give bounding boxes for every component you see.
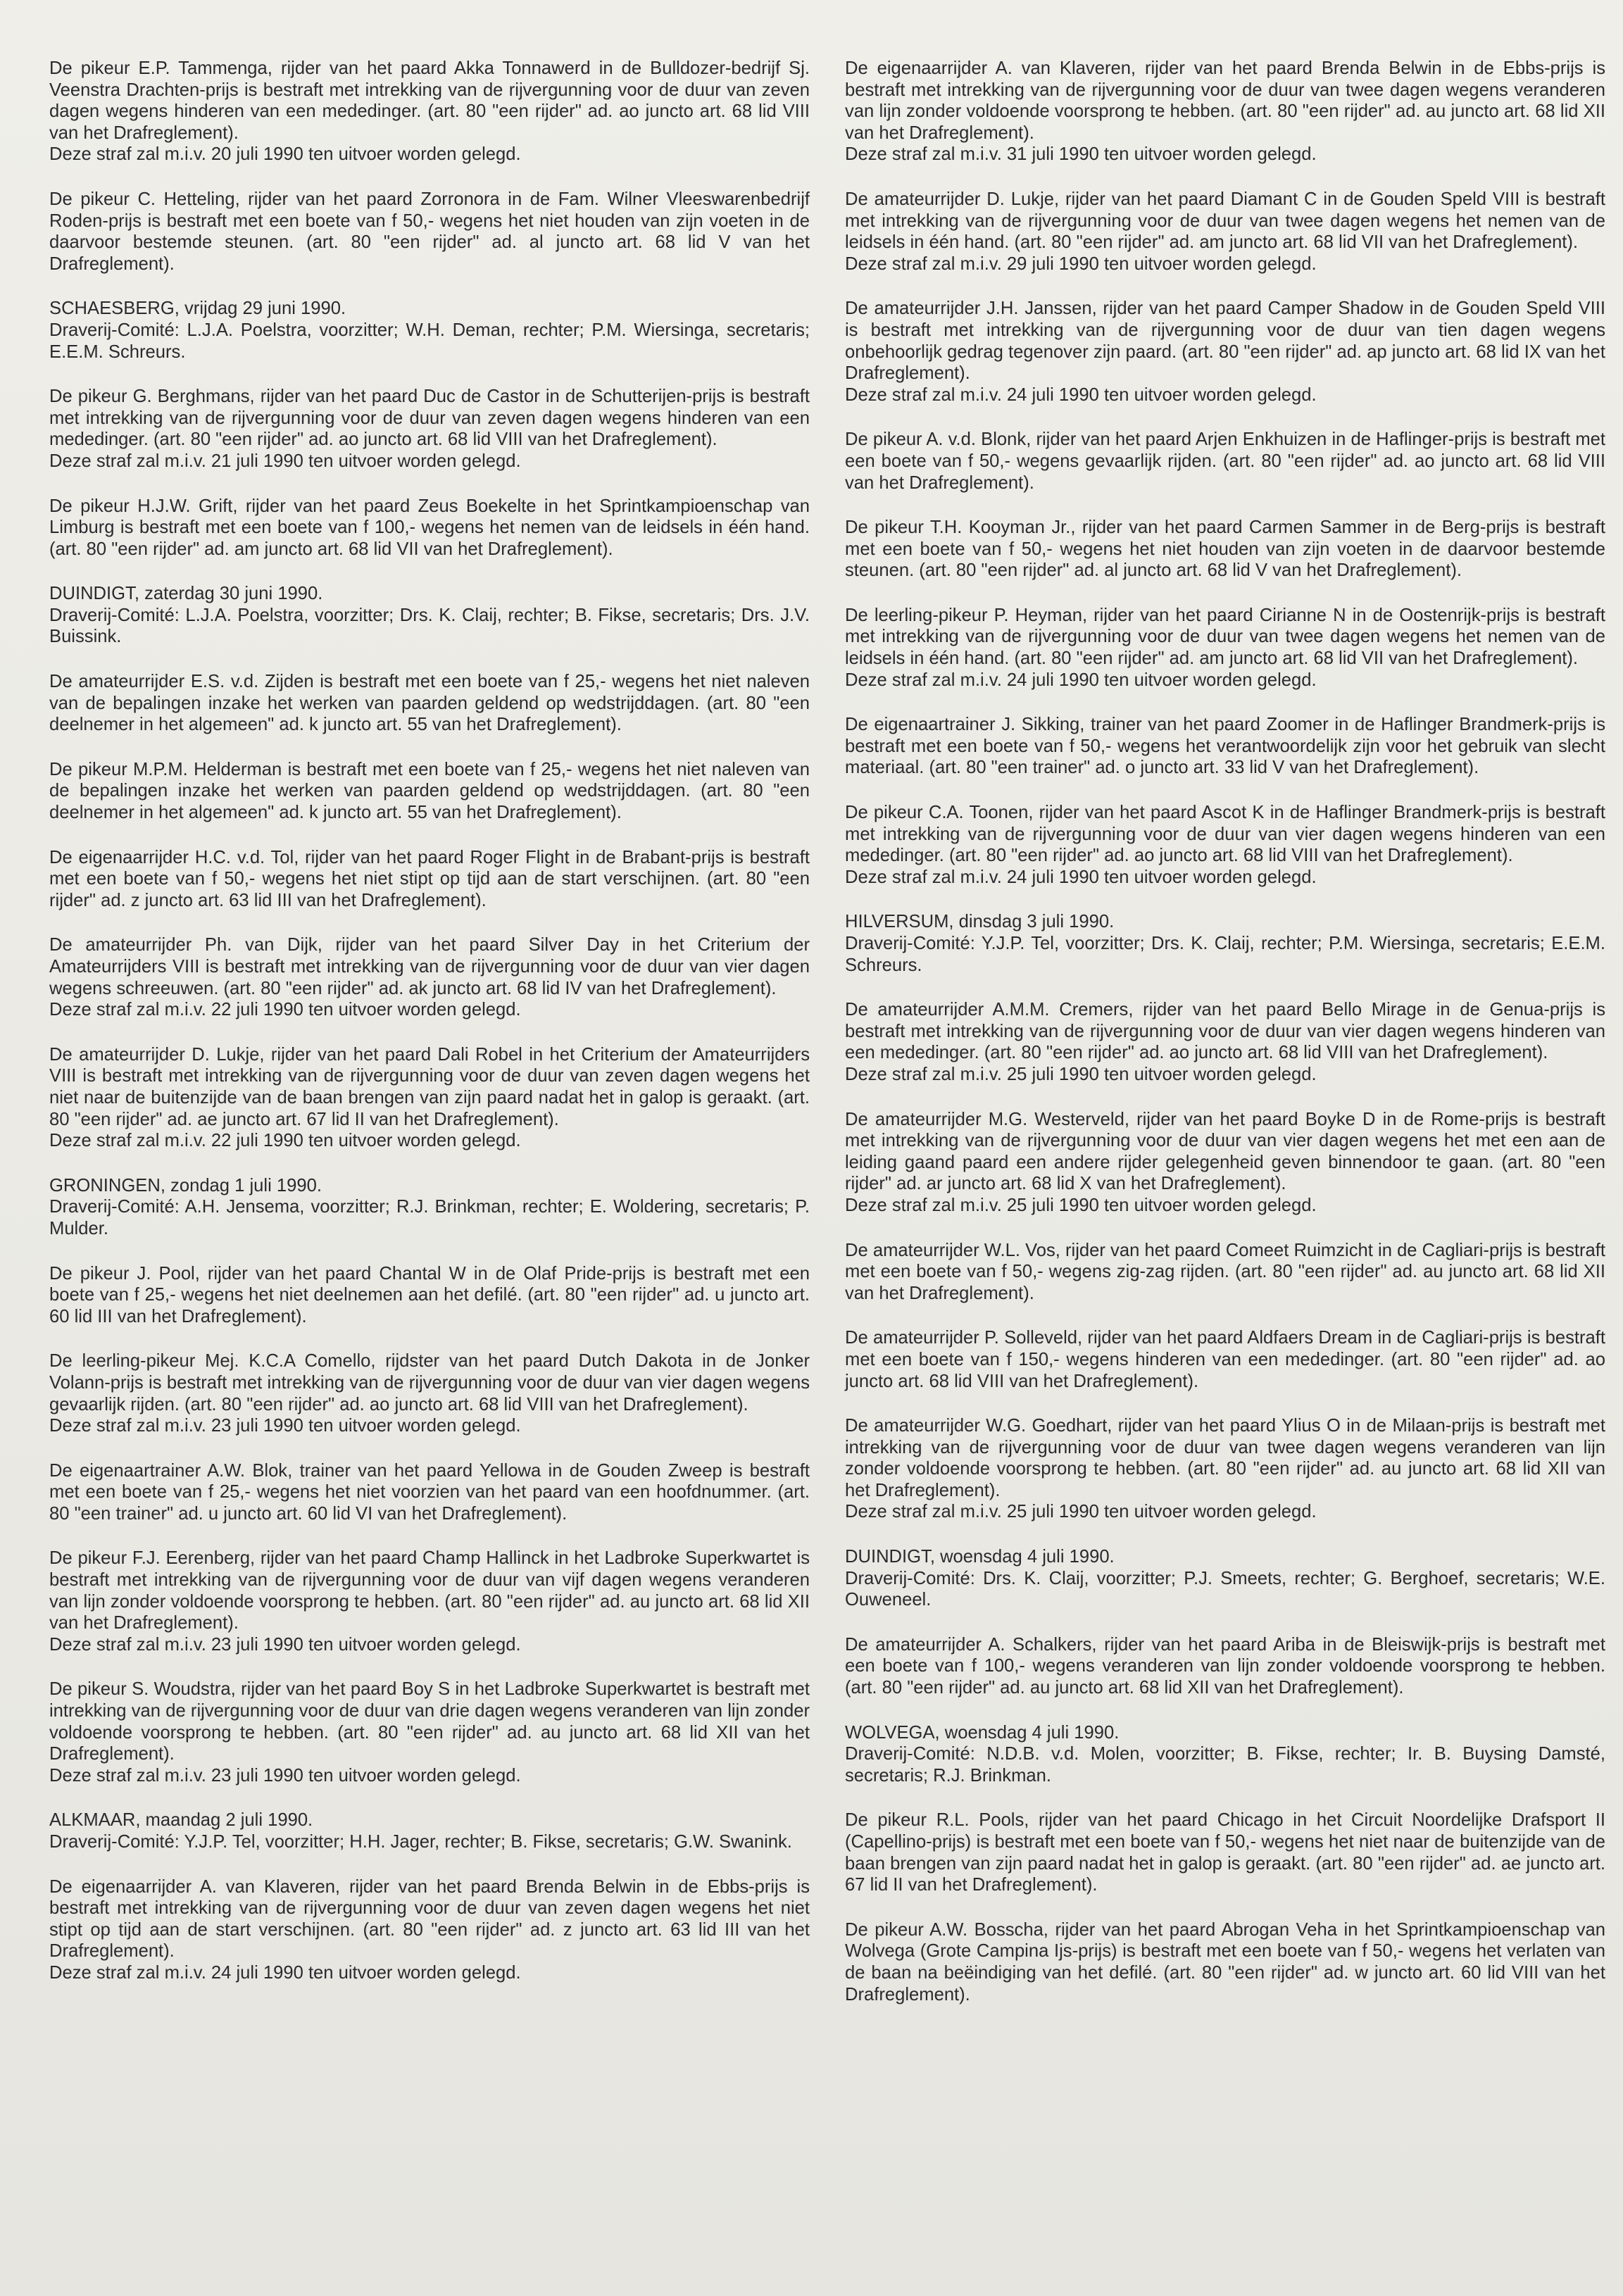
notice-paragraph: De pikeur H.J.W. Grift, rijder van het paard Zeus Boekelte in het Sprintkampioenschap van Limburg is bestraft met een boete van f 100,- wegens het nemen van de leidsels in één hand. (art. 80 "een rijder" ad. am juncto art. 68 lid VII van het Drafreglement). [49, 496, 810, 559]
notice-paragraph: SCHAESBERG, vrijdag 29 juni 1990. [49, 299, 346, 319]
notice-paragraph: De pikeur C.A. Toonen, rijder van het paard Ascot K in de Haflinger Brandmerk-prijs is bestraft met intrekking van de rijvergunning voor de duur van vier dagen wegens hinderen van een mededinger. (art. 80 "een rijder" ad. ao juncto art. 68 lid VIII van het Drafreglement). [845, 803, 1605, 866]
notice-paragraph: Draverij-Comité: L.J.A. Poelstra, voorzitter; Drs. K. Claij, rechter; B. Fikse, secretaris; Drs. J.V. Buissink. [49, 605, 810, 647]
notice-block [845, 517, 1605, 582]
notice-paragraph: De pikeur R.L. Pools, rijder van het paard Chicago in het Circuit Noordelijke Drafsport II (Capellino-prijs) is bestraft met een boete van f 50,- wegens het niet naar de buitenzijde van de baan brengen van zijn paard nadat het in galop is geraakt. (art. 80 "een rijder" ad. ae juncto art. 67 lid II van het Drafreglement). [845, 1810, 1605, 1895]
notice-block [49, 1809, 810, 1852]
notice-paragraph: De amateurrijder P. Solleveld, rijder van het paard Aldfaers Dream in de Cagliari-prijs is bestraft met een boete van f 150,- wegens hinderen van een mededinger. (art. 80 "een rijder" ad. ao juncto art. 68 lid VIII van het Drafreglement). [845, 1328, 1605, 1391]
notice-paragraph: De amateurrijder W.L. Vos, rijder van het paard Comeet Ruimzicht in de Cagliari-prijs is bestraft met een boete van f 50,- wegens zig-zag rijden. (art. 80 "een rijder" ad. au juncto art. 68 lid XII van het Drafreglement). [845, 1240, 1605, 1303]
notice-paragraph: Deze straf zal m.i.v. 25 juli 1990 ten uitvoer worden gelegd. [845, 1195, 1317, 1215]
notice-paragraph: Deze straf zal m.i.v. 25 juli 1990 ten uitvoer worden gelegd. [845, 1064, 1317, 1084]
notice-block [49, 189, 810, 275]
notice-paragraph: De amateurrijder J.H. Janssen, rijder van het paard Camper Shadow in de Gouden Speld VIII is bestraft met intrekking van de rijvergunning voor de duur van tien dagen wegens onbehoorlijk gedrag tegenover zijn paard. (art. 80 "een rijder" ad. ap juncto art. 68 lid IX van het Drafreglement). [845, 299, 1605, 384]
notice-paragraph: De pikeur G. Berghmans, rijder van het paard Duc de Castor in de Schutterijen-prijs is bestraft met intrekking van de rijvergunning voor de duur van zeven dagen wegens hinderen van een mededinger. (art. 80 "een rijder" ad. ao juncto art. 68 lid VIII van het Drafreglement). [49, 387, 810, 450]
notice-block [49, 1175, 810, 1240]
notice-paragraph: De amateurrijder M.G. Westerveld, rijder van het paard Boyke D in de Rome-prijs is bestraft met intrekking van de rijvergunning voor de duur van vier dagen wegens het met een aan de leiding gaand paard een andere rijder gelegenheid geven binnendoor te gaan. (art. 80 "een rijder" ad. ar juncto art. 68 lid X van het Drafreglement). [845, 1109, 1605, 1194]
notice-paragraph: Deze straf zal m.i.v. 24 juli 1990 ten uitvoer worden gelegd. [845, 867, 1317, 887]
notice-paragraph: Draverij-Comité: Drs. K. Claij, voorzitter; P.J. Smeets, rechter; G. Berghoef, secretaris; W.E. Ouweneel. [845, 1568, 1605, 1610]
notice-paragraph: Deze straf zal m.i.v. 23 juli 1990 ten uitvoer worden gelegd. [49, 1634, 521, 1655]
notice-paragraph: De pikeur S. Woudstra, rijder van het paard Boy S in het Ladbroke Superkwartet is bestraft met intrekking van de rijvergunning voor de duur van drie dagen wegens veranderen van lijn zonder voldoende voorsprong te hebben. (art. 80 "een rijder" ad. au juncto art. 68 lid XII van het Drafreglement). [49, 1679, 810, 1764]
notice-block [845, 1809, 1605, 1895]
notice-paragraph: WOLVEGA, woensdag 4 juli 1990. [845, 1722, 1120, 1743]
notice-paragraph: DUINDIGT, woensdag 4 juli 1990. [845, 1547, 1115, 1567]
notice-paragraph: De pikeur F.J. Eerenberg, rijder van het paard Champ Hallinck in het Ladbroke Superkwartet is bestraft met intrekking van de rijvergunning voor de duur van vijf dagen wegens veranderen van lijn zonder voldoende voorsprong te hebben. (art. 80 "een rijder" ad. au juncto art. 68 lid XII van het Drafreglement). [49, 1548, 810, 1633]
notice-paragraph: De pikeur J. Pool, rijder van het paard Chantal W in de Olaf Pride-prijs is bestraft met een boete van f 25,- wegens het niet deelnemen aan het defilé. (art. 80 "een rijder" ad. u juncto art. 60 lid III van het Drafreglement). [49, 1263, 810, 1326]
notice-block [49, 1460, 810, 1525]
notice-block [49, 298, 810, 363]
notice-paragraph: De pikeur A. v.d. Blonk, rijder van het paard Arjen Enkhuizen in de Haflinger-prijs is bestraft met een boete van f 50,- wegens gevaarlijk rijden. (art. 80 "een rijder" ad. ao juncto art. 68 lid VIII van het Drafreglement). [845, 429, 1605, 493]
notice-paragraph: De eigenaartrainer A.W. Blok, trainer van het paard Yellowa in de Gouden Zweep is bestraft met een boete van f 25,- wegens het niet voorzien van het paard van een hoofdnummer. (art. 80 "een trainer" ad. u juncto art. 60 lid VI van het Drafreglement). [49, 1460, 810, 1524]
notice-block [845, 1634, 1605, 1699]
notice-block [845, 189, 1605, 275]
notice-paragraph: De amateurrijder D. Lukje, rijder van het paard Dali Robel in het Criterium der Amateurrijders VIII is bestraft met intrekking van de rijvergunning voor de duur van zeven dagen wegens het niet naar de buitenzijde van de baan brengen van zijn paard nadat het in galop is geraakt. (art. 80 "een rijder" ad. ae juncto art. 67 lid II van het Drafreglement). [49, 1044, 810, 1129]
notice-block [49, 583, 810, 648]
notice-paragraph: De pikeur E.P. Tammenga, rijder van het paard Akka Tonnawerd in de Bulldozer-bedrijf Sj. Veenstra Drachten-prijs is bestraft met intrekking van de rijvergunning voor de duur van zeven dagen wegens hinderen van een mededinger. (art. 80 "een rijder" ad. ao juncto art. 68 lid VIII van het Drafreglement). [49, 58, 810, 143]
notice-paragraph: Deze straf zal m.i.v. 29 juli 1990 ten uitvoer worden gelegd. [845, 253, 1317, 274]
notice-paragraph: De leerling-pikeur P. Heyman, rijder van het paard Cirianne N in de Oostenrijk-prijs is bestraft met intrekking van de rijvergunning voor de duur van twee dagen wegens het nemen van de leidsels in één hand. (art. 80 "een rijder" ad. am juncto art. 68 lid VII van het Drafreglement). [845, 605, 1605, 669]
notice-paragraph: Deze straf zal m.i.v. 24 juli 1990 ten uitvoer worden gelegd. [49, 1962, 521, 1983]
notice-paragraph: De amateurrijder A.M.M. Cremers, rijder van het paard Bello Mirage in de Genua-prijs is bestraft met intrekking van de rijvergunning voor de duur van vier dagen wegens hinderen van een mededinger. (art. 80 "een rijder" ad. ao juncto art. 68 lid VIII van het Drafreglement). [845, 1000, 1605, 1063]
notice-block [49, 1876, 810, 1984]
notice-paragraph: Deze straf zal m.i.v. 23 juli 1990 ten uitvoer worden gelegd. [49, 1416, 521, 1436]
notice-block [845, 1240, 1605, 1305]
notice-block [845, 1546, 1605, 1611]
notice-paragraph: Draverij-Comité: A.H. Jensema, voorzitter; R.J. Brinkman, rechter; E. Woldering, secretaris; P. Mulder. [49, 1197, 810, 1238]
notice-paragraph: Deze straf zal m.i.v. 23 juli 1990 ten uitvoer worden gelegd. [49, 1765, 521, 1786]
notice-paragraph: De pikeur C. Hetteling, rijder van het paard Zorronora in de Fam. Wilner Vleeswarenbedrijf Roden-prijs is bestraft met een boete van f 50,- wegens het niet houden van zijn voeten in de daarvoor bestemde steunen. (art. 80 "een rijder" ad. al juncto art. 68 lid V van het Drafreglement). [49, 189, 810, 274]
notice-block [49, 1263, 810, 1328]
notice-paragraph: De leerling-pikeur Mej. K.C.A Comello, rijdster van het paard Dutch Dakota in de Jonker Volann-prijs is bestraft met intrekking van de rijvergunning voor de duur van vier dagen wegens gevaarlijk rijden. (art. 80 "een rijder" ad. ao juncto art. 68 lid VIII van het Drafreglement). [49, 1351, 810, 1414]
right-column [845, 58, 1605, 2028]
notice-block [845, 1919, 1605, 2005]
notice-paragraph: Deze straf zal m.i.v. 24 juli 1990 ten uitvoer worden gelegd. [845, 670, 1317, 690]
notice-block [845, 911, 1605, 976]
notice-block [845, 298, 1605, 406]
notice-paragraph: De pikeur T.H. Kooyman Jr., rijder van het paard Carmen Sammer in de Berg-prijs is bestraft met een boete van f 50,- wegens het niet houden van zijn voeten in de daarvoor bestemde steunen. (art. 80 "een rijder" ad. al juncto art. 68 lid V van het Drafreglement). [845, 517, 1605, 581]
notice-block [845, 714, 1605, 779]
notice-block [845, 605, 1605, 691]
notice-paragraph: De pikeur A.W. Bosscha, rijder van het paard Abrogan Veha in het Sprintkampioenschap van Wolvega (Grote Campina Ijs-prijs) is bestraft met een boete van f 50,- wegens het verlaten van de baan na beëindiging van het defilé. (art. 80 "een rijder" ad. w juncto art. 60 lid VIII van het Drafreglement). [845, 1919, 1605, 2005]
notice-block [49, 934, 810, 1020]
notice-paragraph: De eigenaarrijder A. van Klaveren, rijder van het paard Brenda Belwin in de Ebbs-prijs is bestraft met intrekking van de rijvergunning voor de duur van zeven dagen wegens het niet stipt op tijd aan de start verschijnen. (art. 80 "een rijder" ad. z juncto art. 63 lid III van het Drafreglement). [49, 1876, 810, 1962]
notice-paragraph: De amateurrijder W.G. Goedhart, rijder van het paard Ylius O in de Milaan-prijs is bestraft met intrekking van de rijvergunning voor de duur van twee dagen wegens veranderen van lijn zonder voldoende voorsprong te hebben. (art. 80 "een rijder" ad. au juncto art. 68 lid XII van het Drafreglement). [845, 1416, 1605, 1500]
notice-paragraph: De pikeur M.P.M. Helderman is bestraft met een boete van f 25,- wegens het niet naleven van de bepalingen inzake het werken van paarden geldend op wedstrijddagen. (art. 80 "een deelnemer in het algemeen" ad. k juncto art. 55 van het Drafreglement). [49, 759, 810, 823]
notice-paragraph: De eigenaarrijder H.C. v.d. Tol, rijder van het paard Roger Flight in de Brabant-prijs is bestraft met een boete van f 50,- wegens het niet stipt op tijd aan de start verschijnen. (art. 80 "een rijder" ad. z juncto art. 63 lid III van het Drafreglement). [49, 847, 810, 910]
notice-paragraph: Deze straf zal m.i.v. 22 juli 1990 ten uitvoer worden gelegd. [49, 1000, 521, 1020]
notice-paragraph: Deze straf zal m.i.v. 20 juli 1990 ten uitvoer worden gelegd. [49, 144, 521, 165]
notice-paragraph: HILVERSUM, dinsdag 3 juli 1990. [845, 912, 1115, 932]
notice-block [49, 1679, 810, 1786]
notice-paragraph: Draverij-Comité: L.J.A. Poelstra, voorzitter; W.H. Deman, rechter; P.M. Wiersinga, secretaris; E.E.M. Schreurs. [49, 320, 810, 362]
notice-block [845, 1415, 1605, 1523]
notice-block [49, 1350, 810, 1436]
notice-block [49, 1044, 810, 1152]
notice-block [49, 759, 810, 824]
notice-paragraph: Deze straf zal m.i.v. 31 juli 1990 ten uitvoer worden gelegd. [845, 144, 1317, 165]
notice-paragraph: De eigenaarrijder A. van Klaveren, rijder van het paard Brenda Belwin in de Ebbs-prijs is bestraft met intrekking van de rijvergunning voor de duur van twee dagen wegens veranderen van lijn zonder voldoende voorsprong te hebben. (art. 80 "een rijder" ad. au juncto art. 68 lid XII van het Drafreglement). [845, 58, 1605, 143]
notice-paragraph: ALKMAAR, maandag 2 juli 1990. [49, 1810, 313, 1831]
notice-block [845, 1327, 1605, 1392]
notice-block [845, 1109, 1605, 1217]
notice-block [845, 429, 1605, 494]
notice-paragraph: De amateurrijder A. Schalkers, rijder van het paard Ariba in de Bleiswijk-prijs is bestraft met een boete van f 100,- wegens veranderen van lijn zonder voldoende voorsprong te hebben. (art. 80 "een rijder" ad. au juncto art. 68 lid XII van het Drafreglement). [845, 1634, 1605, 1698]
notice-paragraph: Draverij-Comité: N.D.B. v.d. Molen, voorzitter; B. Fikse, rechter; Ir. B. Buysing Damsté, secretaris; R.J. Brinkman. [845, 1744, 1605, 1786]
left-column [49, 58, 810, 2007]
notice-paragraph: DUINDIGT, zaterdag 30 juni 1990. [49, 584, 323, 604]
notice-block [845, 1722, 1605, 1787]
notice-paragraph: Draverij-Comité: Y.J.P. Tel, voorzitter; H.H. Jager, rechter; B. Fikse, secretaris; G.W. Swanink. [49, 1832, 792, 1852]
notice-paragraph: Draverij-Comité: Y.J.P. Tel, voorzitter; Drs. K. Claij, rechter; P.M. Wiersinga, secretaris; E.E.M. Schreurs. [845, 934, 1605, 975]
notice-block [49, 496, 810, 560]
notice-block [845, 58, 1605, 165]
notice-paragraph: De eigenaartrainer J. Sikking, trainer van het paard Zoomer in de Haflinger Brandmerk-prijs is bestraft met een boete van f 50,- wegens het verantwoordelijk zijn voor het gebruik van slecht materiaal. (art. 80 "een trainer" ad. o juncto art. 33 lid V van het Drafreglement). [845, 715, 1605, 778]
notice-paragraph: Deze straf zal m.i.v. 22 juli 1990 ten uitvoer worden gelegd. [49, 1131, 521, 1151]
notice-block [49, 386, 810, 472]
notice-paragraph: De amateurrijder E.S. v.d. Zijden is bestraft met een boete van f 25,- wegens het niet naleven van de bepalingen inzake het werken van paarden geldend op wedstrijddagen. (art. 80 "een deelnemer in het algemeen" ad. k juncto art. 55 van het Drafreglement). [49, 672, 810, 735]
notice-block [49, 847, 810, 912]
notice-paragraph: Deze straf zal m.i.v. 21 juli 1990 ten uitvoer worden gelegd. [49, 451, 521, 471]
notice-paragraph: De amateurrijder D. Lukje, rijder van het paard Diamant C in de Gouden Speld VIII is bestraft met intrekking van de rijvergunning voor de duur van twee dagen wegens het nemen van de leidsels in één hand. (art. 80 "een rijder" ad. am juncto art. 68 lid VII van het Drafreglement). [845, 189, 1605, 253]
notice-paragraph: Deze straf zal m.i.v. 25 juli 1990 ten uitvoer worden gelegd. [845, 1502, 1317, 1522]
notice-block [49, 671, 810, 736]
notice-paragraph: Deze straf zal m.i.v. 24 juli 1990 ten uitvoer worden gelegd. [845, 384, 1317, 405]
notice-block [49, 1548, 810, 1655]
notice-paragraph: GRONINGEN, zondag 1 juli 1990. [49, 1175, 322, 1196]
notice-block [845, 999, 1605, 1085]
notice-block [845, 802, 1605, 888]
notice-paragraph: De amateurrijder Ph. van Dijk, rijder van het paard Silver Day in het Criterium der Amateurrijders VIII is bestraft met intrekking van de rijvergunning voor de duur van vier dagen wegens schreeuwen. (art. 80 "een rijder" ad. ak juncto art. 68 lid IV van het Drafreglement). [49, 935, 810, 998]
notice-block [49, 58, 810, 165]
